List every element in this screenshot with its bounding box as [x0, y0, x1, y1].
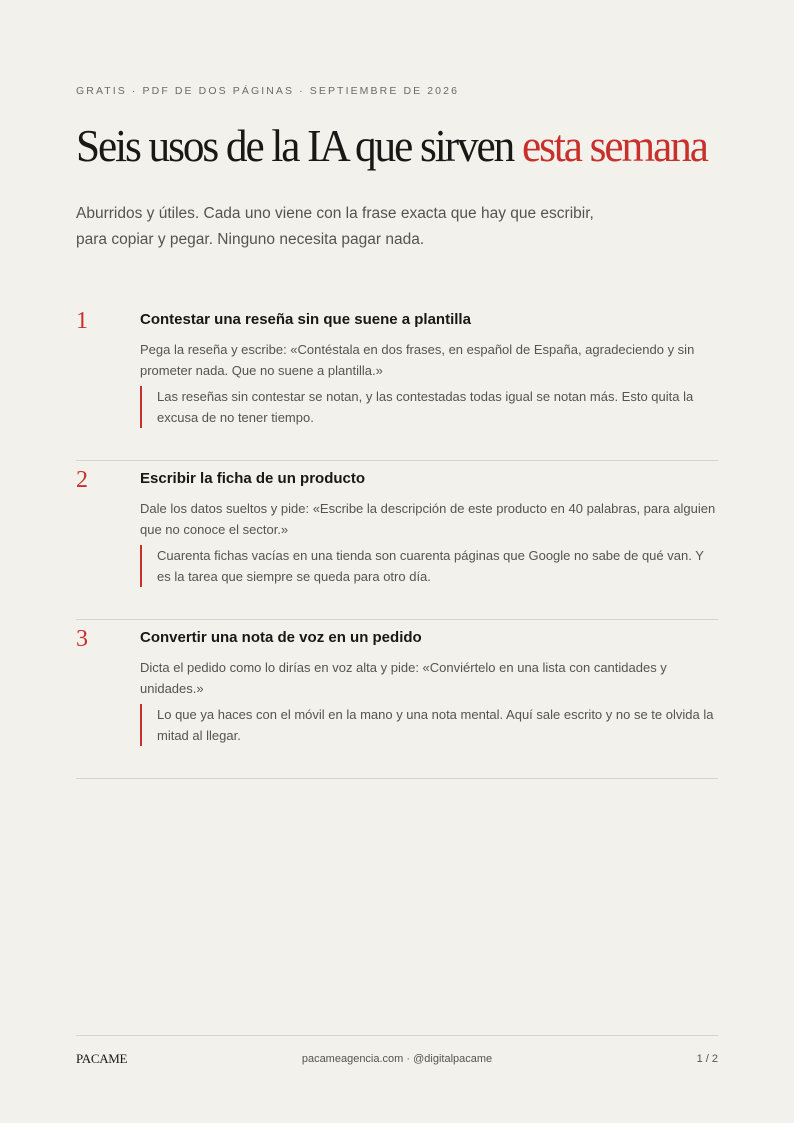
item-note: Lo que ya haces con el móvil en la mano y una nota mental. Aquí sale escrito y no se te olvida la mitad al llegar. [140, 704, 718, 746]
item-prompt: Dicta el pedido como lo dirías en voz alta y pide: «Conviértelo en una lista con cantidades y unidades.» [140, 660, 667, 696]
item-prompt: Dale los datos sueltos y pide: «Escribe la descripción de este producto en 40 palabras, para alguien que no conoce el sector.» [140, 501, 716, 537]
item-title: Escribir la ficha de un producto [140, 470, 366, 487]
use-case-item [76, 302, 718, 461]
item-note: Cuarenta fichas vacías en una tienda son cuarenta páginas que Google no sabe de qué van. Y es la tarea que siempre se queda para otro día. [140, 545, 718, 587]
page-footer [76, 1035, 718, 1066]
item-title: Contestar una reseña sin que suene a plantilla [140, 311, 471, 328]
use-case-list [76, 302, 718, 779]
use-case-item [76, 620, 718, 779]
page-number: 1 / 2 [696, 1053, 718, 1065]
item-number: 2 [76, 467, 88, 493]
item-prompt: Pega la reseña y escribe: «Contéstala en dos frases, en español de España, agradeciendo y sin prometer nada. Que no suene a plantilla.» [140, 342, 695, 378]
item-note: Las reseñas sin contestar se notan, y las contestadas todas igual se notan más. Esto quita la excusa de no tener tiempo. [140, 386, 718, 428]
footer-contact: pacameagencia.com · @digitalpacame [301, 1053, 493, 1065]
title-main: Seis usos de la IA que sirven [76, 120, 522, 171]
intro-paragraph: Aburridos y útiles. Cada uno viene con la frase exacta que hay que escribir, para copiar y pegar. Ninguno necesita pagar nada. [76, 205, 594, 248]
item-title: Convertir una nota de voz en un pedido [140, 629, 422, 646]
item-number: 3 [76, 626, 88, 652]
eyebrow-label: GRATIS · PDF DE DOS PÁGINAS · SEPTIEMBRE DE 2026 [76, 85, 460, 97]
title-accent: esta semana [521, 120, 707, 171]
page-title [76, 118, 707, 174]
document-page [76, 0, 718, 1123]
brand-logo: PACAME [76, 1051, 128, 1066]
use-case-item [76, 461, 718, 620]
item-number: 1 [76, 308, 88, 334]
